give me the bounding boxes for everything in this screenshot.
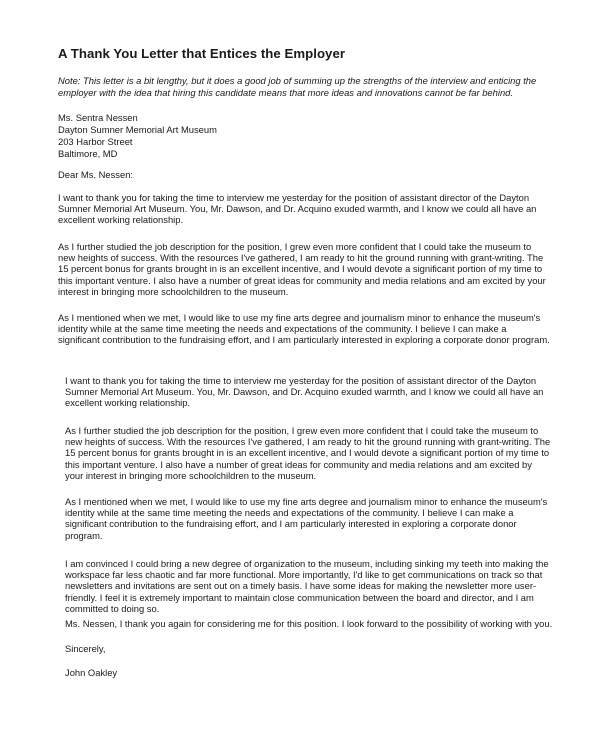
second-copy-paragraph-2: As I further studied the job description for the position, I grew even more confident that I could take the museum to new heights of success. With the resources I've gathered, I am ready to hit the ground running with grant-writing. The 15 percent bonus for grants brought in is an excellent incentive, and I would devote a significant portion of my time to this important venture. I also have a number of great ideas for community and media relations and am excited by your interest in bringing more schoolchildren to the museum. (65, 425, 551, 481)
signature: John Oakley (65, 667, 118, 678)
page-title: A Thank You Letter that Entices the Employer (58, 46, 346, 61)
second-copy-paragraph-3: As I mentioned when we met, I would like to use my fine arts degree and journalism minor to enhance the museum's identity while at the same time meeting the needs and expectations of the community. I believe I can make a significant contribution to the fundraising effort, and I am particularly interested in exploring a corporate donor program. (65, 496, 548, 541)
second-copy-paragraph-5: Ms. Nessen, I thank you again for considering me for this position. I look forward to the possibility of working with you. (65, 618, 553, 629)
first-copy-paragraph-3: As I mentioned when we met, I would like to use my fine arts degree and journalism minor to enhance the museum's identity while at the same time meeting the needs and expectations of the community. I believe I can make a significant contribution to the fundraising effort, and I am particularly interested in exploring a corporate donor program. (58, 312, 550, 346)
closing: Sincerely, (65, 643, 106, 654)
recipient-organization: Dayton Sumner Memorial Art Museum (58, 124, 217, 135)
second-copy-paragraph-1: I want to thank you for taking the time to interview me yesterday for the position of assistant director of the Dayton Sumner Memorial Art Museum. You, Mr. Dawson, and Dr. Acquino exuded warmth, and I know we could all have an excellent working relationship. (65, 375, 544, 409)
recipient-street: 203 Harbor Street (58, 136, 133, 147)
recipient-city: Baltimore, MD (58, 148, 118, 159)
salutation: Dear Ms. Nessen: (58, 169, 134, 180)
first-copy-paragraph-1: I want to thank you for taking the time to interview me yesterday for the position of assistant director of the Dayton Sumner Memorial Art Museum. You, Mr. Dawson, and Dr. Acquino exuded warmth, and I know we could all have an excellent working relationship. (58, 192, 537, 226)
recipient-name: Ms. Sentra Nessen (58, 112, 138, 123)
editor-note: Note: This letter is a bit lengthy, but it does a good job of summing up the strengths of the interview and enticing the employer with the idea that hiring this candidate means that more ideas and innovations cannot be far behind. (58, 75, 537, 98)
second-copy-paragraph-4: I am convinced I could bring a new degree of organization to the museum, including sinking my teeth into making the workspace far less chaotic and far more functional. More importantly, I'd like to get communications on track so that newsletters and invitations are sent out on a timely basis. I have some ideas for making the newsletter more user-friendly. I feel it is extremely important to maintain close communication between the board and director, and I am committed to doing so. (65, 558, 549, 614)
recipient-address (58, 112, 217, 160)
first-copy-paragraph-2: As I further studied the job description for the position, I grew even more confident that I could take the museum to new heights of success. With the resources I've gathered, I am ready to hit the ground running with grant-writing. The 15 percent bonus for grants brought in is an excellent incentive, and I would devote a significant portion of my time to this important venture. I also have a number of great ideas for community and media relations and am excited by your interest in bringing more schoolchildren to the museum. (58, 241, 546, 297)
